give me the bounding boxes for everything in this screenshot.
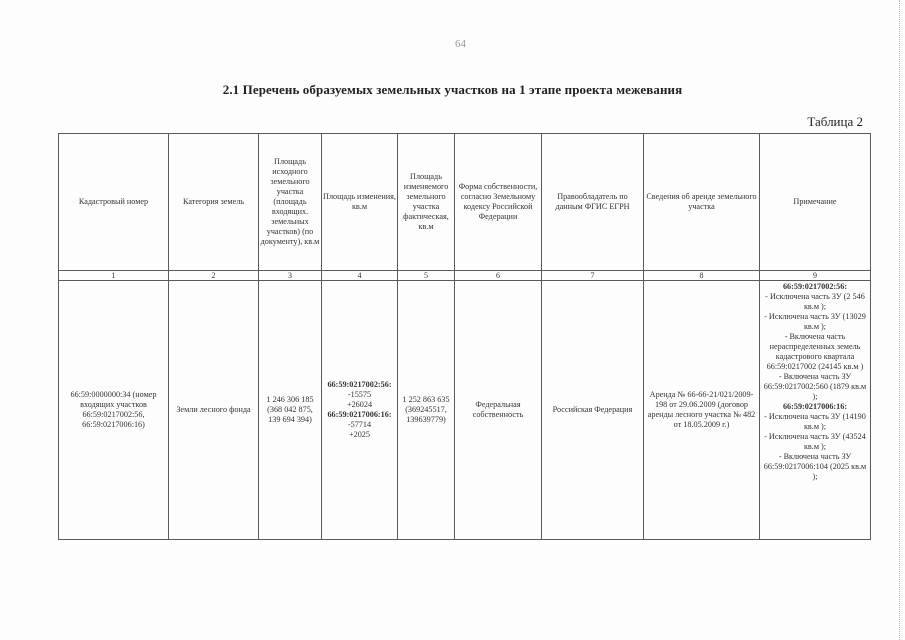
area-change-cell (322, 281, 398, 540)
change-value: -57714 (347, 420, 372, 429)
page-number: 64 (455, 38, 466, 50)
land-category-cell: Земли лесного фонда (169, 281, 259, 540)
header-cell: Площадь исходного земельного участка (площадь входящих. земельных участков) (по документу), кв.м (259, 134, 322, 271)
column-number-row (59, 271, 871, 281)
actual-area-cell: 1 252 863 635 (369245517, 139639779) (398, 281, 455, 540)
column-number: 6 (455, 271, 542, 281)
change-parcel-a: 66:59:0217002:56: (327, 380, 392, 389)
note-line: 66:59:0217006:16: (782, 402, 848, 411)
header-cell: Категория земель (169, 134, 259, 271)
table-label: Таблица 2 (807, 114, 863, 129)
notes-cell (760, 281, 871, 540)
header-cell: Правообладатель по данным ФГИС ЕГРН (542, 134, 644, 271)
lease-info-cell: Аренда № 66-66-21/021/2009-198 от 29.06.2009 (договор аренды лесного участка № 482 от 18.05.2009 г.) (644, 281, 760, 540)
cadastral-number-cell: 66:59:0000000:34 (номер входящих участков 66:59:0217002:56, 66:59:0217006:16) (59, 281, 169, 540)
header-cell: Форма собственности, согласно Земельному кодексу Российской Федерации (455, 134, 542, 271)
note-line: - Исключена часть ЗУ (13029 кв.м ); (764, 312, 866, 331)
column-number: 7 (542, 271, 644, 281)
change-value: +26024 (346, 400, 373, 409)
header-cell: Примечание (760, 134, 871, 271)
source-area-cell: 1 246 306 185 (368 042 875, 139 694 394) (259, 281, 322, 540)
column-number: 8 (644, 271, 760, 281)
header-cell: Площадь изменения, кв.м (322, 134, 398, 271)
column-number: 1 (59, 271, 169, 281)
note-line: - Включена часть ЗУ 66:59:0217006:104 (2025 кв.м ); (763, 452, 867, 481)
note-line: 66:59:0217002:56: (782, 282, 848, 291)
table-row (59, 281, 871, 540)
column-number: 5 (398, 271, 455, 281)
note-line: - Включена часть ЗУ 66:59:0217002:560 (1879 кв.м ); (763, 372, 867, 401)
column-number: 2 (169, 271, 259, 281)
column-number: 3 (259, 271, 322, 281)
note-line: - Включена часть нераспределенных земель кадастрового квартала 66:59:0217002 (24145 кв.м ) (766, 332, 864, 371)
header-cell: Кадастровый номер (59, 134, 169, 271)
change-value: -15575 (347, 390, 372, 399)
note-line: - Исключена часть ЗУ (2 546 кв.м ); (765, 292, 865, 311)
change-parcel-b: 66:59:0217006:16: (327, 410, 392, 419)
column-number: 9 (760, 271, 871, 281)
land-plots-table (58, 133, 871, 540)
note-line: - Исключена часть ЗУ (43524 кв.м ); (764, 432, 866, 451)
column-number: 4 (322, 271, 398, 281)
header-cell: Сведения об аренде земельного участка (644, 134, 760, 271)
change-value: +2025 (349, 430, 370, 439)
right-holder-cell: Российская Федерация (542, 281, 644, 540)
ownership-cell: Федеральная собственность (455, 281, 542, 540)
note-line: - Исключена часть ЗУ (14190 кв.м ); (764, 412, 866, 431)
section-title: 2.1 Перечень образуемых земельных участков на 1 этапе проекта межевания (222, 82, 683, 97)
header-row (59, 134, 871, 271)
header-cell: Площадь изменяемого земельного участка фактическая, кв.м (398, 134, 455, 271)
